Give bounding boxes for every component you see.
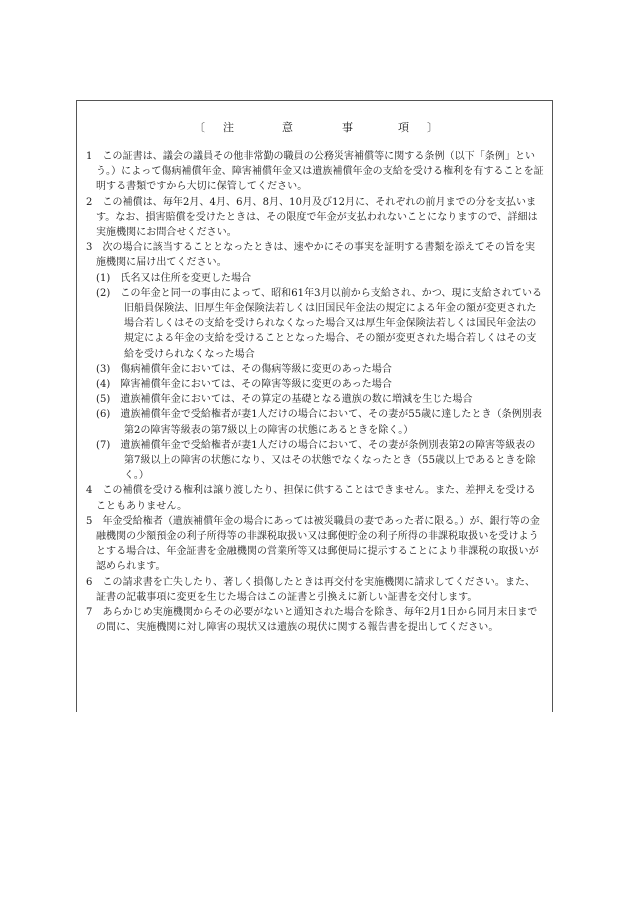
subitem-text: 遺族補償年金においては、その算定の基礎となる遺族の数に増減を生じた場合 [120,394,473,406]
item-number: 1 [86,151,93,162]
subitem-text: この年金と同一の事由によって、昭和61年3月以前から支給され、かつ、現に支給されている旧船員保険法、旧厚生年金保険法若しくは旧国民年金法の規定による年金の額が変更された場合若しくはその支給を受けられなくなった場合又は厚生年金保険法若しくは国民年金法の規定による年金の支給を受けることとなった場合、その額が変更された場合若しくはその支給を受けられなくなった場合 [120,287,543,360]
subitem-text: 遺族補償年金で受給権者が妻1人だけの場合において、その妻が条例別表第2の障害等級表の第7級以上の障害の状態になり、又はその状態でなくなったとき（55歳以上であるときを除く。） [120,439,536,482]
subitem-number: (5) [96,394,111,406]
notice-item [86,575,544,605]
item-number: 5 [86,515,93,527]
item-number: 4 [86,485,93,497]
title-char-2: 意 [282,121,293,134]
item-number: 7 [86,607,93,619]
subitem-text: 氏名又は住所を変更した場合 [120,272,252,284]
subitem-number: (2) [96,287,111,299]
title-char-4: 項 [398,121,409,134]
item-text: この補償は、毎年2月、4月、6月、8月、10月及び12月に、それぞれの前月までの分を支払います。なお、損害賠償を受けたときは、その限度で年金が支払われないことになりますので、詳細は実施機関にお問合せください。 [96,196,538,239]
notice-subitem [86,286,544,362]
subitem-number: (7) [96,439,111,451]
item-number: 3 [86,242,93,254]
notice-body [86,149,544,636]
item-text: あらかじめ実施機関からその必要がないと通知された場合を除き、毎年2月1日から同月末日までの間に、実施機関に対し障害の現状又は遺族の現伏に関する報告書を提出してください。 [96,607,538,634]
subitem-text: 障害補償年金においては、その障害等級に変更のあった場合 [120,379,392,391]
item-number: 6 [86,576,93,588]
subitem-text: 遺族補償年金で受給権者が妻1人だけの場合において、その妻が55歳に達したとき（条例別表第2の障害等級表の第7級以上の障害の状態にあるときを除く。） [120,409,542,436]
notice-subitem [86,407,544,437]
notice-frame [76,100,553,712]
notice-item [86,240,544,270]
notice-subitem [86,271,544,286]
subitem-number: (1) [96,272,111,284]
notice-item [86,195,544,241]
notice-subitem [86,362,544,377]
notice-item [86,483,544,513]
notice-item [86,149,544,195]
item-number: 2 [86,196,93,208]
notice-subitem [86,392,544,407]
title-char-3: 事 [342,121,353,134]
title-char-1: 注 [223,121,234,134]
subitem-number: (6) [96,409,111,421]
title-close-bracket: 〕 [427,121,438,134]
item-text: 年金受給権者（遺族補償年金の場合にあっては被災職員の妻であった者に限る。）が、銀行等の金融機関の少額預金の利子所得等の非課税取扱い又は郵便貯金の利子所得の非課税取扱いを受けようとする場合は、年金証書を金融機関の営業所等又は郵便局に提示することにより非課税の取扱いが認められます。 [96,515,540,573]
item-text: この補償を受ける権利は譲り渡したり、担保に供することはできません。また、差押えを受けることもありません。 [96,485,536,512]
notice-item [86,514,544,575]
item-text: この請求書を亡失したり、著しく損傷したときは再交付を実施機関に請求してください。また、証書の記載事項に変更を生じた場合はこの証書と引換えに新しい証書を交付します。 [96,576,536,603]
notice-title [77,121,552,135]
notice-subitem [86,438,544,484]
subitem-number: (4) [96,379,111,391]
item-text: この証書は、議会の議員その他非常勤の職員の公務災害補償等に関する条例（以下「条例」という。）によって傷病補償年金、障害補償年金又は遺族補償年金の支給を受ける権利を有することを証明する書類ですから大切に保管してください。 [96,151,544,193]
title-open-bracket: 〔 [194,121,205,134]
notice-item [86,605,544,635]
item-text: 次の場合に該当することとなったときは、速やかにその事実を証明する書類を添えてその旨を実施機関に届け出てください。 [96,242,536,269]
subitem-number: (3) [96,363,111,375]
notice-subitem [86,377,544,392]
subitem-text: 傷病補償年金においては、その傷病等級に変更のあった場合 [120,363,392,375]
